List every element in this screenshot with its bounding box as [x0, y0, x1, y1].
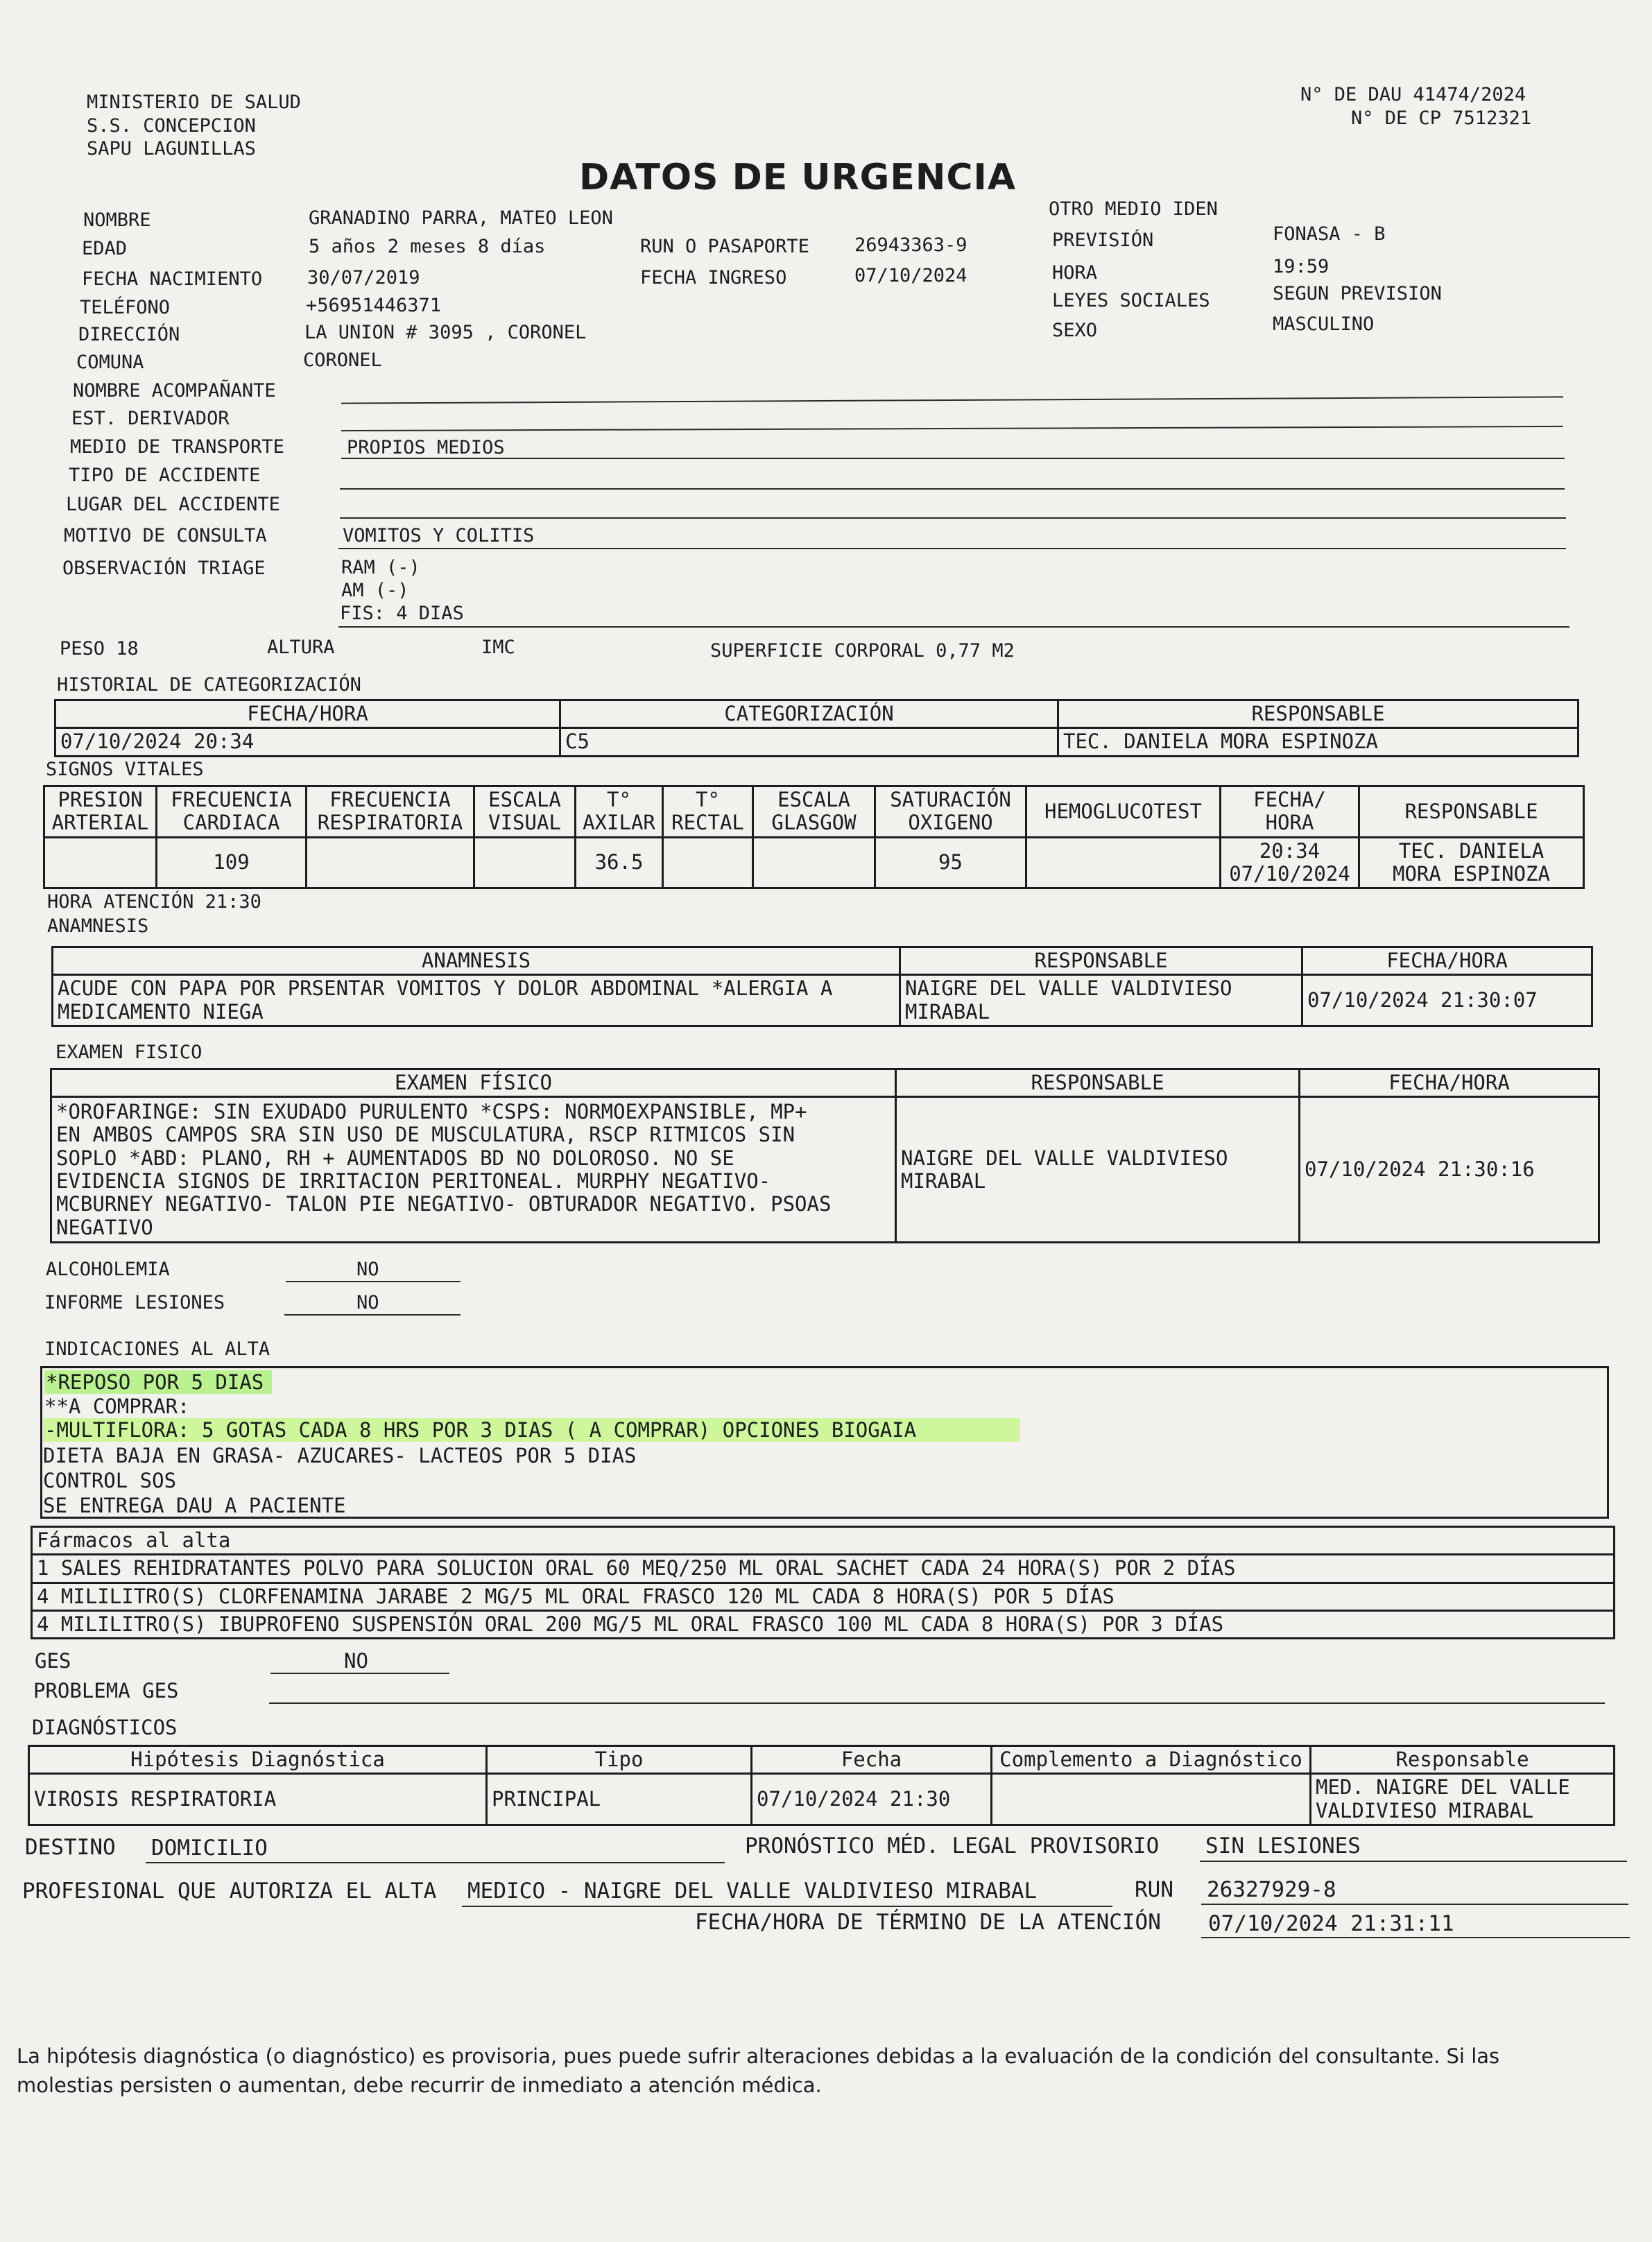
sv-hemoglucotest	[1026, 837, 1221, 888]
indicacion-reposo: *REPOSO POR 5 DIAS	[44, 1370, 272, 1394]
derivador-line	[341, 426, 1563, 431]
farmaco-row: 1 SALES REHIDRATANTES POLVO PARA SOLUCION ORAL 60 MEQ/250 ML ORAL SACHET CADA 24 HORA(S) POR 2 DÍAS	[32, 1555, 1615, 1583]
accidente-line	[340, 488, 1565, 490]
value-hora: 19:59	[1273, 256, 1330, 277]
label-leyes-sociales: LEYES SOCIALES	[1052, 290, 1210, 311]
sv-header-fr: FRECUENCIA RESPIRATORIA	[307, 786, 474, 838]
sv-escala-visual	[474, 837, 576, 888]
sv-responsable: TEC. DANIELA MORA ESPINOZA	[1359, 837, 1584, 888]
imc: IMC	[481, 637, 515, 658]
anamnesis-responsable: NAIGRE DEL VALLE VALDIVIESO MIRABAL	[900, 975, 1302, 1026]
sv-header-t-rectal: T° RECTAL	[663, 786, 753, 838]
section-anamnesis: ANAMNESIS	[47, 915, 149, 937]
value-fecha-nacimiento: 30/07/2019	[307, 267, 420, 288]
sv-glasgow	[753, 837, 875, 888]
diag-tipo: PRINCIPAL	[487, 1774, 752, 1825]
section-examen: EXAMEN FISICO	[55, 1042, 203, 1063]
label-lugar-accidente: LUGAR DEL ACCIDENTE	[66, 494, 280, 515]
footer-disclaimer-line1: La hipótesis diagnóstica (o diagnóstico) es provisoria, pues puede sufrir alteraciones debidas a la evaluación de la condición del consultante. Si las	[17, 2044, 1500, 2068]
label-lesiones: INFORME LESIONES	[44, 1292, 225, 1313]
label-prevision: PREVISIÓN	[1052, 230, 1154, 251]
hora-atencion: HORA ATENCIÓN 21:30	[47, 891, 261, 913]
cp-number: N° DE CP 7512321	[1351, 107, 1532, 129]
label-alcoholemia: ALCOHOLEMIA	[46, 1259, 170, 1280]
section-diagnosticos: DIAGNÓSTICOS	[32, 1716, 178, 1739]
indicacion-a-comprar: **A COMPRAR:	[44, 1395, 190, 1418]
section-signos: SIGNOS VITALES	[46, 759, 204, 780]
label-direccion: DIRECCIÓN	[78, 324, 180, 345]
value-leyes-sociales: SEGUN PREVISION	[1273, 283, 1442, 304]
sv-header-responsable: RESPONSABLE	[1359, 786, 1584, 838]
footer-disclaimer-line2: molestias persisten o aumentan, debe recurrir de inmediato a atención médica.	[17, 2073, 822, 2097]
motivo-line	[338, 548, 1566, 549]
sv-header-fecha: FECHA/ HORA	[1221, 786, 1359, 838]
page-title: DATOS DE URGENCIA	[579, 157, 1017, 198]
sv-header-saturacion: SATURACIÓN OXIGENO	[875, 786, 1026, 838]
peso: PESO 18	[60, 638, 139, 659]
label-sexo: SEXO	[1052, 320, 1098, 341]
org-servicio: S.S. CONCEPCION	[87, 115, 256, 137]
triage-line-3: FIS: 4 DIAS	[340, 603, 464, 624]
cat-header-fecha: FECHA/HORA	[55, 700, 560, 728]
value-alcoholemia: NO	[356, 1259, 379, 1280]
label-transporte: MEDIO DE TRANSPORTE	[70, 436, 284, 458]
examen-header-fecha: FECHA/HORA	[1300, 1069, 1599, 1097]
label-run: RUN O PASAPORTE	[640, 236, 809, 257]
sv-header-presion: PRESION ARTERIAL	[44, 786, 157, 838]
value-edad: 5 años 2 meses 8 días	[309, 236, 546, 257]
org-ministerio: MINISTERIO DE SALUD	[87, 92, 301, 113]
label-ges: GES	[35, 1649, 71, 1673]
anamnesis-header-fecha: FECHA/HORA	[1302, 947, 1592, 975]
diag-complemento	[992, 1774, 1311, 1825]
value-ges: NO	[344, 1649, 368, 1673]
cat-header-categorizacion: CATEGORIZACIÓN	[560, 700, 1058, 728]
value-pronostico: SIN LESIONES	[1205, 1834, 1361, 1859]
diag-responsable: MED. NAIGRE DEL VALLE VALDIVIESO MIRABAL	[1311, 1774, 1615, 1825]
label-tipo-accidente: TIPO DE ACCIDENTE	[69, 465, 261, 486]
value-motivo: VOMITOS Y COLITIS	[343, 525, 535, 546]
alcoholemia-line	[286, 1281, 461, 1282]
indicacion-control: CONTROL SOS	[43, 1469, 177, 1492]
altura: ALTURA	[267, 637, 335, 658]
cat-categoria: C5	[560, 728, 1058, 756]
sv-header-glasgow: ESCALA GLASGOW	[753, 786, 875, 838]
label-derivador: EST. DERIVADOR	[71, 408, 230, 429]
examen-header-resp: RESPONSABLE	[896, 1069, 1300, 1097]
indicacion-multiflora: -MULTIFLORA: 5 GOTAS CADA 8 HRS POR 3 DIAS ( A COMPRAR) OPCIONES BIOGAIA	[43, 1418, 1020, 1442]
label-nombre: NOMBRE	[83, 209, 151, 231]
label-run-profesional: RUN	[1135, 1877, 1173, 1902]
value-transporte: PROPIOS MEDIOS	[347, 437, 505, 458]
sv-fc: 109	[157, 837, 307, 888]
sv-header-fc: FRECUENCIA CARDIACA	[157, 786, 307, 838]
ges-line	[270, 1673, 449, 1674]
signos-table	[43, 785, 1585, 889]
problema-ges-line	[269, 1702, 1605, 1704]
run-line	[1201, 1904, 1628, 1905]
sv-header-escala-visual: ESCALA VISUAL	[474, 786, 576, 838]
destino-line	[146, 1862, 725, 1863]
examen-table	[50, 1068, 1600, 1243]
value-telefono: +56951446371	[306, 295, 442, 316]
acompanante-line	[341, 396, 1563, 404]
examen-header-text: EXAMEN FÍSICO	[51, 1069, 896, 1097]
anamnesis-fecha: 07/10/2024 21:30:07	[1302, 975, 1592, 1026]
anamnesis-table	[51, 946, 1593, 1027]
label-profesional: PROFESIONAL QUE AUTORIZA EL ALTA	[22, 1879, 437, 1904]
triage-line-1: RAM (-)	[341, 557, 420, 578]
value-lesiones: NO	[356, 1292, 379, 1313]
label-termino: FECHA/HORA DE TÉRMINO DE LA ATENCIÓN	[695, 1910, 1161, 1935]
farmacos-header: Fármacos al alta	[32, 1527, 1615, 1555]
superficie-corporal: SUPERFICIE CORPORAL 0,77 M2	[710, 640, 1015, 662]
label-otro-medio: OTRO MEDIO IDEN	[1049, 198, 1218, 220]
lugar-line	[340, 517, 1566, 519]
label-comuna: COMUNA	[76, 352, 144, 373]
value-profesional: MEDICO - NAIGRE DEL VALLE VALDIVIESO MIRABAL	[467, 1879, 1038, 1904]
diag-header-hipotesis: Hipótesis Diagnóstica	[29, 1746, 487, 1774]
diag-header-tipo: Tipo	[487, 1746, 752, 1774]
triage-line-2: AM (-)	[341, 580, 409, 601]
value-direccion: LA UNION # 3095 , CORONEL	[304, 322, 587, 343]
termino-line	[1201, 1937, 1630, 1938]
label-hora: HORA	[1052, 262, 1098, 284]
diag-header-complemento: Complemento a Diagnóstico	[992, 1746, 1311, 1774]
value-prevision: FONASA - B	[1273, 223, 1386, 245]
section-indicaciones: INDICACIONES AL ALTA	[44, 1338, 270, 1360]
categorizacion-table	[54, 699, 1579, 757]
value-termino: 07/10/2024 21:31:11	[1208, 1911, 1454, 1936]
value-fecha-ingreso: 07/10/2024	[854, 265, 967, 286]
sv-fecha: 20:34 07/10/2024	[1221, 837, 1359, 888]
indicacion-dieta: DIETA BAJA EN GRASA- AZUCARES- LACTEOS POR 5 DIAS	[43, 1444, 637, 1467]
sv-fr	[307, 837, 474, 888]
cat-responsable: TEC. DANIELA MORA ESPINOZA	[1058, 728, 1578, 756]
sv-presion	[44, 837, 157, 888]
diag-header-fecha: Fecha	[752, 1746, 992, 1774]
triage-line	[338, 626, 1569, 628]
label-telefono: TELÉFONO	[80, 297, 171, 318]
label-fecha-ingreso: FECHA INGRESO	[640, 267, 787, 288]
examen-text: *OROFARINGE: SIN EXUDADO PURULENTO *CSPS: NORMOEXPANSIBLE, MP+ EN AMBOS CAMPOS SRA SIN USO DE MUSCULATURA, RSCP RITMICOS SIN SOPLO *ABD: PLANO, RH + AUMENTADOS BD NO DOLOROSO. NO SE EVIDENCIA SIGNOS DE IRRITACION PERITONEAL. MURPHY NEGATIVO- MCBURNEY NEGATIVO- TALON PIE NEGATIVO- OBTURADOR NEGATIVO. PSOAS NEGATIVO	[51, 1097, 896, 1243]
pronostico-line	[1200, 1861, 1627, 1862]
diagnosticos-table	[28, 1745, 1615, 1826]
sv-saturacion: 95	[875, 837, 1026, 888]
value-run: 26943363-9	[854, 234, 967, 256]
label-acompanante: NOMBRE ACOMPAÑANTE	[73, 380, 276, 402]
dau-number: N° DE DAU 41474/2024	[1300, 84, 1526, 105]
diag-header-responsable: Responsable	[1311, 1746, 1615, 1774]
cat-fecha: 07/10/2024 20:34	[55, 728, 560, 756]
value-nombre: GRANADINO PARRA, MATEO LEON	[309, 207, 613, 229]
anamnesis-header-text: ANAMNESIS	[53, 947, 900, 975]
cat-header-responsable: RESPONSABLE	[1058, 700, 1578, 728]
sv-header-t-axilar: T° AXILAR	[576, 786, 663, 838]
label-problema-ges: PROBLEMA GES	[33, 1679, 179, 1702]
sv-t-axilar: 36.5	[576, 837, 663, 888]
lesiones-line	[284, 1314, 461, 1316]
transporte-line	[341, 458, 1565, 459]
label-edad: EDAD	[82, 238, 128, 259]
label-motivo: MOTIVO DE CONSULTA	[64, 525, 267, 546]
value-sexo: MASCULINO	[1273, 313, 1375, 335]
value-run-profesional: 26327929-8	[1207, 1877, 1336, 1902]
section-categorizacion: HISTORIAL DE CATEGORIZACIÓN	[57, 674, 361, 696]
label-pronostico: PRONÓSTICO MÉD. LEGAL PROVISORIO	[745, 1834, 1160, 1859]
examen-fecha: 07/10/2024 21:30:16	[1300, 1097, 1599, 1243]
anamnesis-text: ACUDE CON PAPA POR PRSENTAR VOMITOS Y DOLOR ABDOMINAL *ALERGIA A MEDICAMENTO NIEGA	[53, 975, 900, 1026]
value-comuna: CORONEL	[303, 350, 382, 371]
farmaco-row: 4 MILILITRO(S) CLORFENAMINA JARABE 2 MG/5 ML ORAL FRASCO 120 ML CADA 8 HORA(S) POR 5 DÍAS	[32, 1583, 1615, 1610]
farmacos-table	[31, 1526, 1615, 1639]
anamnesis-header-resp: RESPONSABLE	[900, 947, 1302, 975]
examen-responsable: NAIGRE DEL VALLE VALDIVIESO MIRABAL	[896, 1097, 1300, 1243]
diag-fecha: 07/10/2024 21:30	[752, 1774, 992, 1825]
profesional-line	[462, 1906, 1112, 1907]
farmaco-row: 4 MILILITRO(S) IBUPROFENO SUSPENSIÓN ORAL 200 MG/5 ML ORAL FRASCO 100 ML CADA 8 HORA(S) POR 3 DÍAS	[32, 1611, 1615, 1639]
diag-hipotesis: VIROSIS RESPIRATORIA	[29, 1774, 487, 1825]
label-triage: OBSERVACIÓN TRIAGE	[62, 558, 266, 579]
sv-header-hemoglucotest: HEMOGLUCOTEST	[1026, 786, 1221, 838]
sv-t-rectal	[663, 837, 753, 888]
label-fecha-nacimiento: FECHA NACIMIENTO	[82, 268, 263, 290]
indicacion-entrega-dau: SE ENTREGA DAU A PACIENTE	[43, 1494, 346, 1517]
value-destino: DOMICILIO	[151, 1836, 268, 1861]
org-sapu: SAPU LAGUNILLAS	[87, 138, 256, 159]
label-destino: DESTINO	[25, 1835, 116, 1860]
